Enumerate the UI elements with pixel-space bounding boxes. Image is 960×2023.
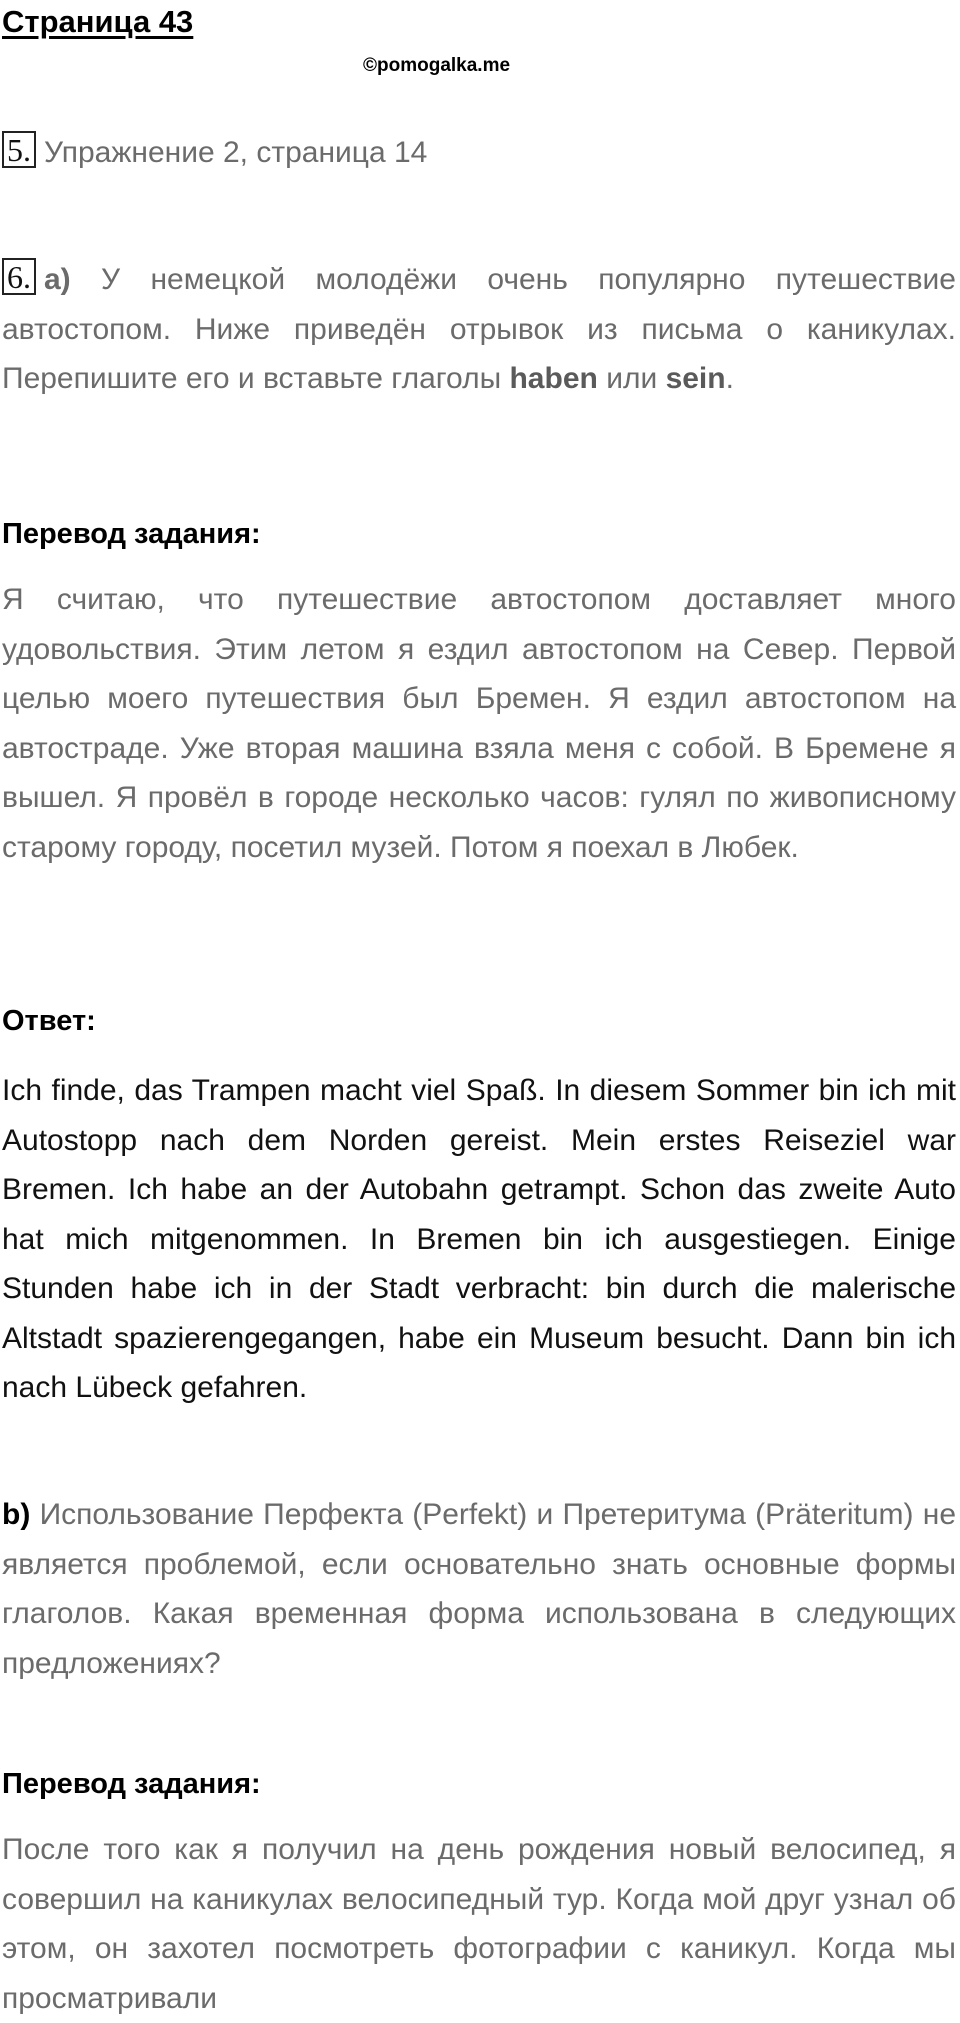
answer-heading: Ответ:	[2, 1005, 96, 1037]
verb-sein: sein	[665, 362, 726, 395]
period: .	[725, 362, 734, 395]
page-title: Страница 43	[2, 4, 194, 39]
translation-heading-2: Перевод задания:	[2, 1768, 261, 1800]
translation-text-2: После того как я получил на день рождения новый велосипед, я совершил на каникулах велосипедный тур. Когда мой друг узнал об этом, он захотел посмотреть фотографии с каникул. Когда мы просматривали	[2, 1833, 956, 2015]
translation-heading: Перевод задания:	[2, 518, 261, 550]
task-text: У немецкой молодёжи очень популярно путешествие автостопом. Ниже приведён отрывок из письма о каникулах. Перепишите его и вставьте глаголы	[2, 263, 956, 395]
watermark: ©pomogalka.me	[363, 55, 511, 76]
item-number-box: 6.	[2, 258, 36, 295]
part-a-label: a)	[44, 263, 71, 296]
item-number-box: 5.	[2, 131, 36, 168]
word-or: или	[606, 362, 658, 395]
item-5	[2, 128, 956, 178]
translation-text: Я считаю, что путешествие автостопом доставляет много удовольствия. Этим летом я ездил автостопом на Север. Первой целью моего путешествия был Бремен. Я ездил автостопом на автостраде. Уже вторая машина взяла меня с собой. В Бремене я вышел. Я провёл в городе несколько часов: гулял по живописному старому городу, посетил музей. Потом я поехал в Любек.	[2, 583, 956, 864]
verb-haben: haben	[509, 362, 598, 395]
answer-text: Ich finde, das Trampen macht viel Spaß. In diesem Sommer bin ich mit Autostopp nach dem Norden gereist. Mein erstes Reiseziel war Bremen. Ich habe an der Autobahn getrampt. Schon das zweite Auto hat mich mitgenommen. In Bremen bin ich ausgestiegen. Einige Stunden habe ich in der Stadt verbracht: bin durch die malerische Altstadt spazierengegangen, habe ein Museum besucht. Dann bin ich nach Lübeck gefahren.	[2, 1074, 956, 1404]
part-b-text: Использование Перфекта (Perfekt) и Претеритума (Präteritum) не является проблемой, если основательно знать основные формы глаголов. Какая временная форма использована в следующих предложениях?	[2, 1498, 956, 1680]
part-b-task	[2, 1490, 956, 1688]
part-b-label: b)	[2, 1498, 31, 1531]
item-5-text: Упражнение 2, страница 14	[44, 136, 428, 169]
item-6-task	[2, 255, 956, 404]
